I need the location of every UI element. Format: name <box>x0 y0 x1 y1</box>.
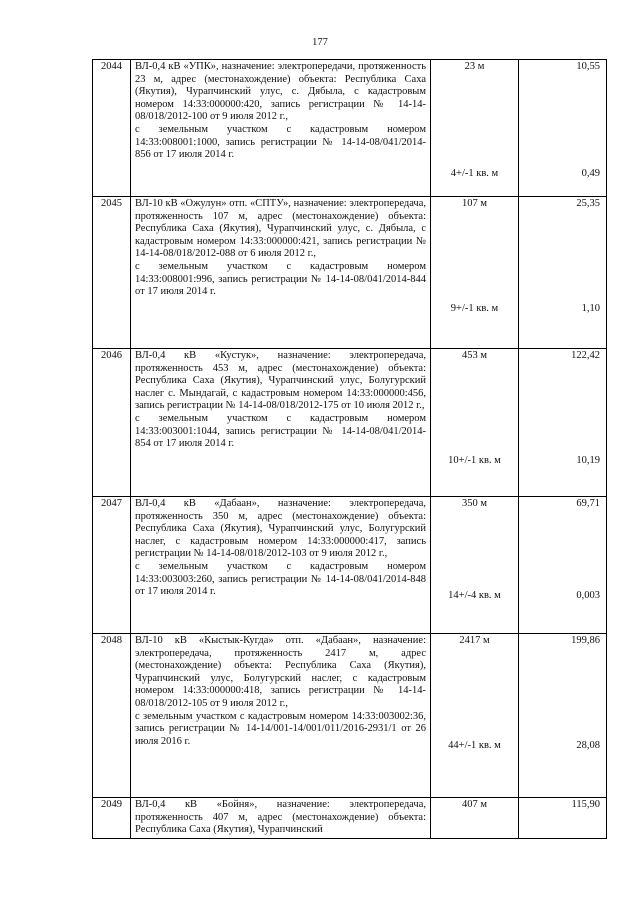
quantity-cell <box>431 497 519 634</box>
land-quantity: 9+/-1 кв. м <box>450 303 499 314</box>
object-description <box>131 349 431 497</box>
object-text: ВЛ-10 кВ «Ожулун» отп. «СПТУ», назначение: электропередача, протяженность 107 м, адрес (местонахождение) объекта: Республика Саха (Якутия), Чурапчинский улус, с. Дябыла, с кадастровым номером 14:33:000000:421, запись регистрации № 14-14-08/018/2012-088 от 6 июля 2012 г., <box>135 198 426 260</box>
value-cell <box>519 349 607 497</box>
row-number: 2047 <box>93 497 131 634</box>
object-value: 122,42 <box>571 350 600 361</box>
object-text: ВЛ-0,4 кВ «Бойня», назначение: электропередача, протяженность 407 м, адрес (местонахождение) объекта: Республика Саха (Якутия), Чурапчинский <box>135 799 426 836</box>
land-quantity: 44+/-1 кв. м <box>448 740 501 751</box>
row-number: 2048 <box>93 634 131 798</box>
land-value: 0,003 <box>576 590 600 601</box>
object-text: ВЛ-0,4 кВ «УПК», назначение: электропередачи, протяженность 23 м, адрес (местонахождение) объекта: Республика Саха (Якутия), Чурапчинский улус, с. Дябыла, с кадастровым номером 14:33:000000:420, запись регистрации № 14-14-08/018/2012-100 от 9 июля 2012 г., <box>135 61 426 123</box>
quantity-cell <box>431 798 519 839</box>
object-text: ВЛ-0,4 кВ «Дабаан», назначение: электропередача, протяженность 350 м, адрес (местонахождение) объекта: Республика Саха (Якутия), Чурапчинский улус, Болугурский наслег, с кадастровым номером 14:33:000000:417, запись регистрации № 14-14-08/018/2012-103 от 9 июля 2012 г., <box>135 498 426 560</box>
table-row <box>93 798 607 839</box>
property-registry-table <box>92 59 607 839</box>
object-quantity: 107 м <box>461 198 488 209</box>
land-value: 28,08 <box>576 740 600 751</box>
land-value: 10,19 <box>576 455 600 466</box>
table-row <box>93 60 607 197</box>
quantity-cell <box>431 60 519 197</box>
object-text: ВЛ-0,4 кВ «Кустук», назначение: электропередача, протяженность 453 м, адрес (местонахождение) объекта: Республика Саха (Якутия), Чурапчинский улус, Болугурский наслег с. Мындагай, с кадастровым номером 14:33:000000:456, запись регистрации № 14-14-08/018/2012-175 от 10 июля 2012 г., <box>135 350 426 412</box>
table-row <box>93 634 607 798</box>
object-quantity: 407 м <box>461 799 488 810</box>
land-quantity: 10+/-1 кв. м <box>448 455 501 466</box>
value-cell <box>519 60 607 197</box>
object-value: 10,55 <box>576 61 600 72</box>
land-text: с земельным участком с кадастровым номером 14:33:003002:36, запись регистрации № 14-14/001-14/001/011/2016-2931/1 от 26 июля 2016 г. <box>135 710 426 747</box>
object-value: 199,86 <box>571 635 600 646</box>
value-cell <box>519 634 607 798</box>
page-number: 177 <box>312 37 328 48</box>
object-value: 25,35 <box>576 198 600 209</box>
row-number: 2044 <box>93 60 131 197</box>
quantity-cell <box>431 349 519 497</box>
row-number: 2049 <box>93 798 131 839</box>
land-text: с земельным участком с кадастровым номером 14:33:003001:1044, запись регистрации № 14-14-08/041/2014-854 от 17 июля 2014 г. <box>135 412 426 450</box>
value-cell <box>519 197 607 349</box>
table-row <box>93 349 607 497</box>
object-quantity: 350 м <box>461 498 488 509</box>
table-row <box>93 197 607 349</box>
land-quantity: 4+/-1 кв. м <box>450 168 499 179</box>
object-text: ВЛ-10 кВ «Кыстык-Кугда» отп. «Дабаан», назначение: электропередача, протяженность 2417 м, адрес (местонахождение) объекта: Республика Саха (Якутия), Чурапчинский улус, Болугурский наслег, с кадастровым номером 14:33:000000:418, запись регистрации № 14-14-08/018/2012-105 от 9 июля 2012 г., <box>135 635 426 709</box>
land-text: с земельным участком с кадастровым номером 14:33:008001:1000, запись регистрации № 14-14-08/041/2014-856 от 17 июля 2014 г. <box>135 123 426 161</box>
value-cell <box>519 798 607 839</box>
table-row <box>93 497 607 634</box>
land-text: с земельным участком с кадастровым номером 14:33:008001:996, запись регистрации № 14-14-08/041/2014-844 от 17 июля 2014 г. <box>135 260 426 298</box>
object-description <box>131 60 431 197</box>
land-text: с земельным участком с кадастровым номером 14:33:003003:260, запись регистрации № 14-14-08/041/2014-848 от 17 июля 2014 г. <box>135 560 426 598</box>
value-cell <box>519 497 607 634</box>
object-value: 115,90 <box>571 799 600 810</box>
object-quantity: 23 м <box>464 61 485 72</box>
object-description <box>131 197 431 349</box>
quantity-cell <box>431 634 519 798</box>
object-description <box>131 497 431 634</box>
object-quantity: 2417 м <box>459 635 490 646</box>
row-number: 2045 <box>93 197 131 349</box>
land-value: 0,49 <box>581 168 600 179</box>
object-description <box>131 798 431 839</box>
land-quantity: 14+/-4 кв. м <box>448 590 501 601</box>
row-number: 2046 <box>93 349 131 497</box>
object-description <box>131 634 431 798</box>
object-value: 69,71 <box>576 498 600 509</box>
land-value: 1,10 <box>581 303 600 314</box>
quantity-cell <box>431 197 519 349</box>
object-quantity: 453 м <box>461 350 488 361</box>
